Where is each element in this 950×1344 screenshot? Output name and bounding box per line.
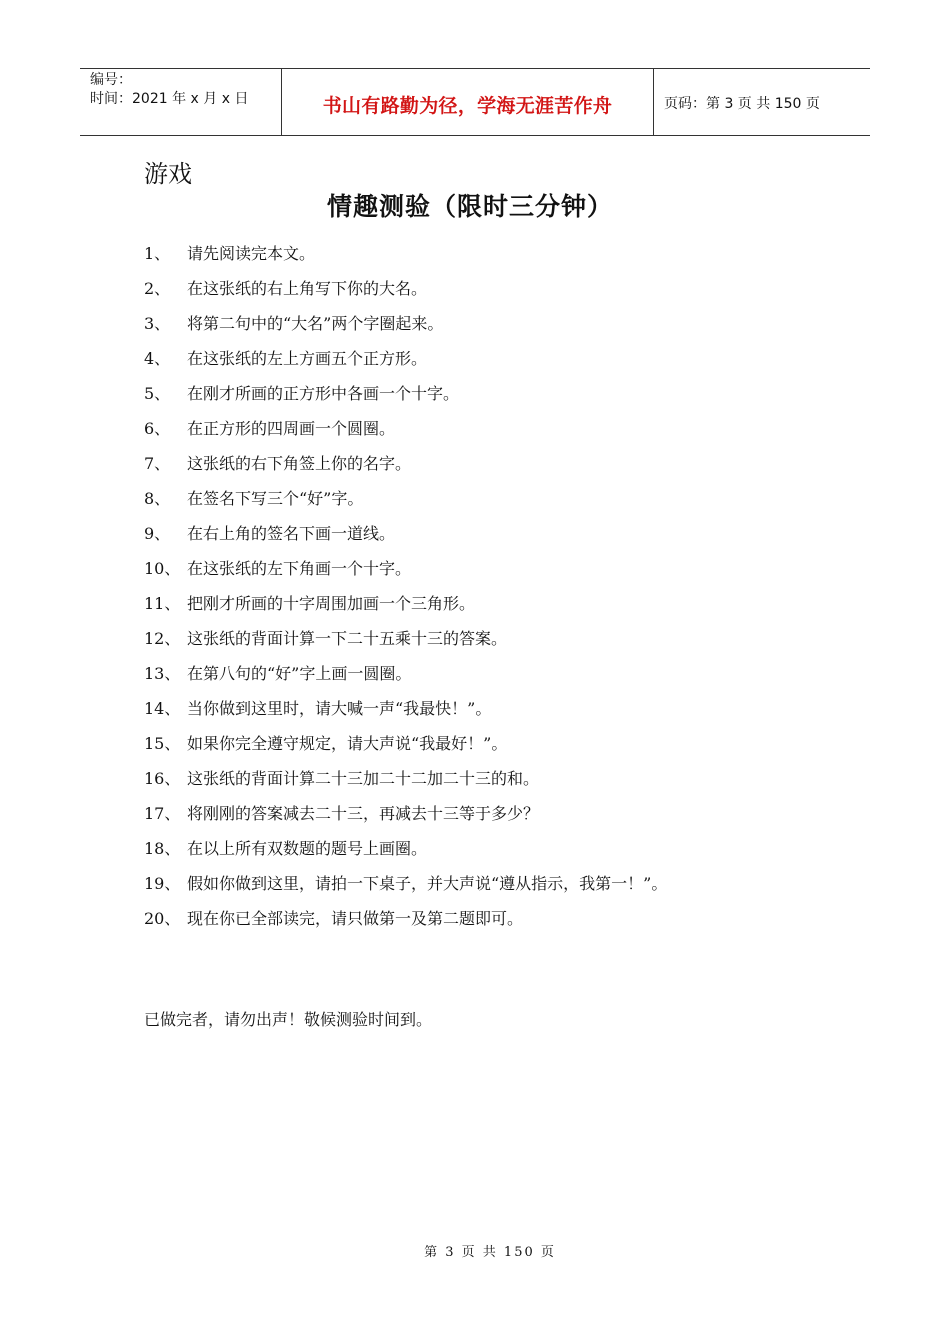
item-text: 在签名下写三个“好”字。 bbox=[187, 489, 364, 508]
header-page-cell bbox=[654, 69, 870, 135]
item-text: 在这张纸的左上方画五个正方形。 bbox=[187, 349, 428, 368]
list-item bbox=[144, 554, 667, 589]
item-number: 2、 bbox=[144, 279, 171, 298]
item-text: 如果你完全遵守规定，请大声说“我最好！”。 bbox=[187, 734, 508, 753]
item-text: 这张纸的背面计算二十三加二十二加二十三的和。 bbox=[187, 769, 540, 788]
list-item bbox=[144, 869, 667, 904]
item-number: 18、 bbox=[144, 839, 181, 858]
document-date: 时间：2021 年 x 月 x 日 bbox=[90, 91, 249, 107]
list-item bbox=[144, 834, 667, 869]
page-title: 情趣测验（限时三分钟） bbox=[326, 192, 613, 221]
section-label: 游戏 bbox=[144, 160, 192, 188]
list-item bbox=[144, 414, 667, 449]
list-item bbox=[144, 799, 667, 834]
item-text: 在第八句的“好”字上画一圆圈。 bbox=[187, 664, 412, 683]
item-number: 12、 bbox=[144, 629, 181, 648]
item-text: 在右上角的签名下画一道线。 bbox=[187, 524, 396, 543]
item-text: 这张纸的右下角签上你的名字。 bbox=[187, 454, 412, 473]
header-motto-cell bbox=[282, 69, 654, 135]
item-text: 在这张纸的右上角写下你的大名。 bbox=[187, 279, 428, 298]
list-item bbox=[144, 274, 667, 309]
list-item bbox=[144, 484, 667, 519]
item-number: 16、 bbox=[144, 769, 181, 788]
item-text: 这张纸的背面计算一下二十五乘十三的答案。 bbox=[187, 629, 508, 648]
list-item bbox=[144, 589, 667, 624]
list-item bbox=[144, 764, 667, 799]
list-item bbox=[144, 904, 667, 939]
header-meta bbox=[80, 69, 282, 135]
header-motto: 书山有路勤为径，学海无涯苦作舟 bbox=[322, 94, 613, 117]
list-item bbox=[144, 624, 667, 659]
list-item bbox=[144, 379, 667, 414]
item-text: 在正方形的四周画一个圆圈。 bbox=[187, 419, 396, 438]
item-number: 20、 bbox=[144, 909, 181, 928]
list-item bbox=[144, 344, 667, 379]
item-number: 11、 bbox=[144, 594, 181, 613]
item-number: 15、 bbox=[144, 734, 181, 753]
item-number: 17、 bbox=[144, 804, 181, 823]
list-item bbox=[144, 239, 667, 274]
item-text: 在刚才所画的正方形中各画一个十字。 bbox=[187, 384, 460, 403]
item-number: 19、 bbox=[144, 874, 181, 893]
item-text: 把刚才所画的十字周围加画一个三角形。 bbox=[187, 594, 476, 613]
item-text: 当你做到这里时，请大喊一声“我最快！”。 bbox=[187, 699, 492, 718]
item-text: 在以上所有双数题的题号上画圈。 bbox=[187, 839, 428, 858]
page-footer: 第 3 页 共 150 页 bbox=[424, 1245, 556, 1260]
item-number: 13、 bbox=[144, 664, 181, 683]
document-number-label: 编号： bbox=[90, 72, 132, 88]
item-number: 7、 bbox=[144, 454, 171, 473]
page-header bbox=[80, 68, 870, 136]
list-item bbox=[144, 659, 667, 694]
item-text: 将第二句中的“大名”两个字圈起来。 bbox=[187, 314, 444, 333]
item-text: 在这张纸的左下角画一个十字。 bbox=[187, 559, 412, 578]
item-number: 9、 bbox=[144, 524, 171, 543]
list-item bbox=[144, 309, 667, 344]
item-text: 假如你做到这里，请拍一下桌子，并大声说“遵从指示，我第一！”。 bbox=[187, 874, 668, 893]
item-number: 1、 bbox=[144, 244, 171, 263]
item-text: 将刚刚的答案减去二十三，再减去十三等于多少？ bbox=[187, 804, 540, 823]
list-item bbox=[144, 729, 667, 764]
item-text: 请先阅读完本文。 bbox=[187, 244, 316, 263]
item-text: 现在你已全部读完，请只做第一及第二题即可。 bbox=[187, 909, 524, 928]
list-item bbox=[144, 519, 667, 554]
instruction-list bbox=[144, 239, 667, 939]
item-number: 5、 bbox=[144, 384, 171, 403]
item-number: 14、 bbox=[144, 699, 181, 718]
item-number: 3、 bbox=[144, 314, 171, 333]
item-number: 8、 bbox=[144, 489, 171, 508]
list-item bbox=[144, 449, 667, 484]
item-number: 10、 bbox=[144, 559, 181, 578]
item-number: 6、 bbox=[144, 419, 171, 438]
list-item bbox=[144, 694, 667, 729]
item-number: 4、 bbox=[144, 349, 171, 368]
header-page-info: 页码：第 3 页 共 150 页 bbox=[664, 96, 820, 112]
closing-note: 已做完者，请勿出声！敬候测验时间到。 bbox=[144, 1010, 433, 1029]
